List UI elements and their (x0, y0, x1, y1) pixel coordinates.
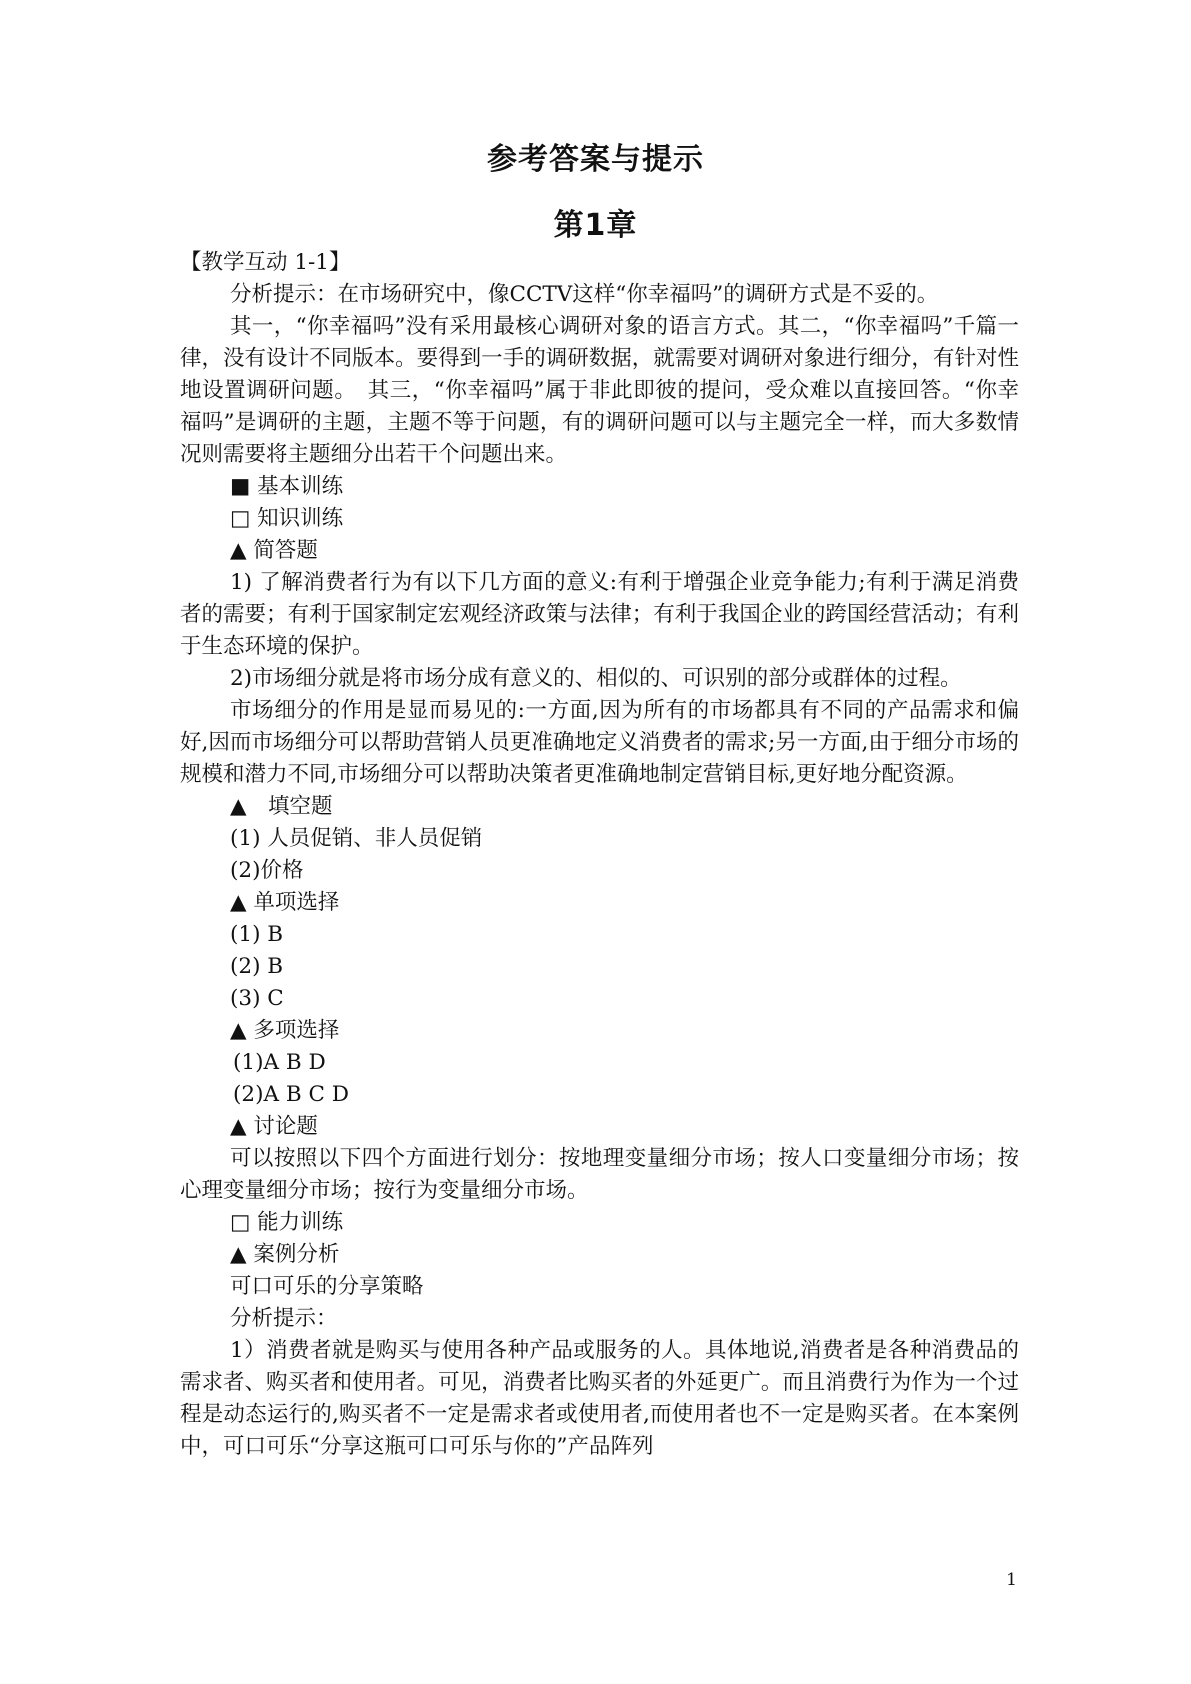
paragraph: 分析提示：在市场研究中，像CCTV这样“你幸福吗”的调研方式是不妥的。 (230, 282, 939, 307)
answer-line: 分析提示： (230, 1306, 338, 1331)
section-heading: 【教学互动 1-1】 (180, 250, 351, 275)
section-heading: ▲ 简答题 (230, 538, 318, 563)
paragraph: 可以按照以下四个方面进行划分：按地理变量细分市场；按人口变量细分市场；按心理变量细分市场；按行为变量细分市场。 (180, 1146, 1019, 1203)
answer-line: (1) B (230, 922, 284, 947)
paragraph: 1) 了解消费者行为有以下几方面的意义:有利于增强企业竞争能力;有利于满足消费者的需要；有利于国家制定宏观经济政策与法律；有利于我国企业的跨国经营活动；有利于生态环境的保护。 (180, 570, 1019, 659)
page-number: 1 (1006, 1570, 1017, 1590)
answer-line: (2)A B C D (233, 1082, 349, 1107)
paragraph: 其一，“你幸福吗”没有采用最核心调研对象的语言方式。其二，“你幸福吗”千篇一律，没有设计不同版本。要得到一手的调研数据，就需要对调研对象进行细分，有针对性地设置调研问题。 其三，“你幸福吗”属于非此即彼的提问，受众难以直接回答。“你幸福吗”是调研的主题，主题不等于问题，有的调研问题可以与主题完全一样，而大多数情况则需要将主题细分出若干个问题出来。 (180, 314, 1019, 467)
paragraph: 市场细分的作用是显而易见的:一方面,因为所有的市场都具有不同的产品需求和偏好,因而市场细分可以帮助营销人员更准确地定义消费者的需求;另一方面,由于细分市场的规模和潜力不同,市场细分可以帮助决策者更准确地制定营销目标,更好地分配资源。 (180, 698, 1019, 787)
answer-line: (3) C (230, 986, 284, 1011)
chapter-heading: 第1章 (553, 208, 638, 243)
case-title: 可口可乐的分享策略 (230, 1274, 424, 1299)
section-heading: □ 能力训练 (230, 1210, 344, 1235)
document-title: 参考答案与提示 (487, 142, 704, 177)
answer-line: (2)价格 (230, 858, 304, 883)
document-body (180, 247, 1019, 1463)
section-heading: ▲ 填空题 (230, 794, 333, 819)
answer-line: (1) 人员促销、非人员促销 (230, 826, 483, 851)
section-heading: ▲ 多项选择 (230, 1018, 340, 1043)
paragraph: 2)市场细分就是将市场分成有意义的、相似的、可识别的部分或群体的过程。 (230, 666, 962, 691)
section-heading: ■ 基本训练 (230, 474, 344, 499)
section-heading: ▲ 单项选择 (230, 890, 340, 915)
paragraph: 1）消费者就是购买与使用各种产品或服务的人。具体地说,消费者是各种消费品的需求者、购买者和使用者。可见，消费者比购买者的外延更广。而且消费行为作为一个过程是动态运行的,购买者不一定是需求者或使用者,而使用者也不一定是购买者。在本案例中，可口可乐“分享这瓶可口可乐与你的”产品阵列 (180, 1338, 1019, 1459)
answer-line: (2) B (230, 954, 284, 979)
section-heading: □ 知识训练 (230, 506, 344, 531)
section-heading: ▲ 讨论题 (230, 1114, 318, 1139)
section-heading: ▲ 案例分析 (230, 1242, 340, 1267)
answer-line: (1)A B D (233, 1050, 326, 1075)
